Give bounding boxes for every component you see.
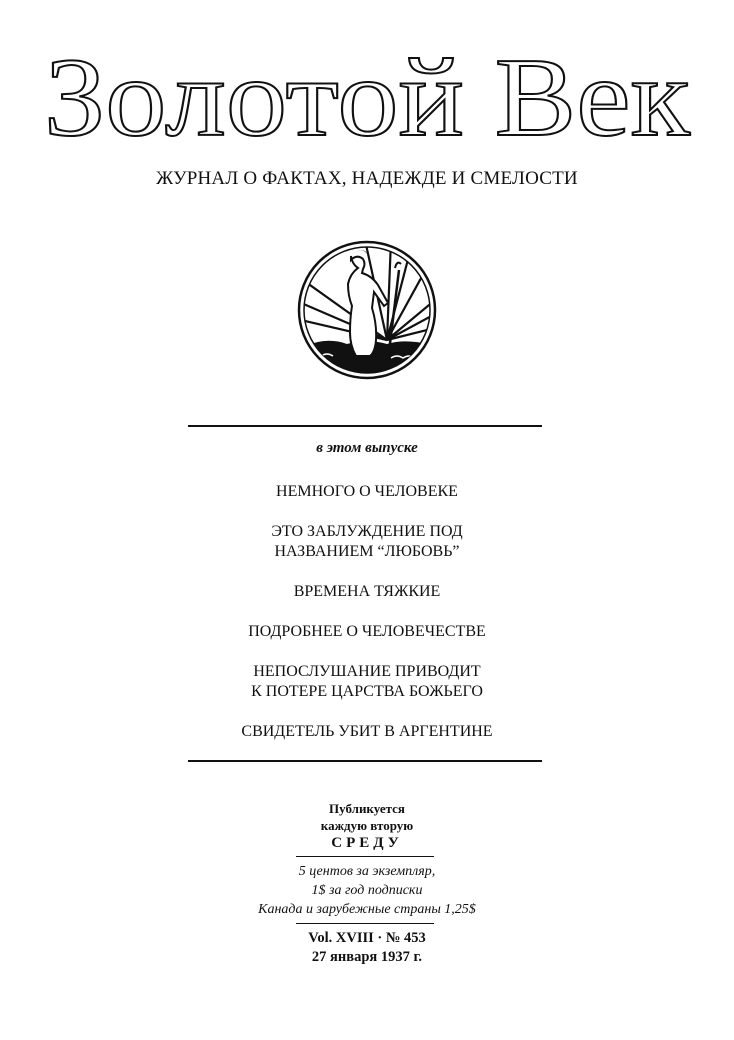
toc-item-line: К ПОТЕРЕ ЦАРСТВА БОЖЬЕГО [251,683,483,700]
toc-item [0,482,734,502]
issue-volume: Vol. XVIII · № 453 [308,930,426,946]
contents-top-rule [188,425,542,427]
toc-item-line: СВИДЕТЕЛЬ УБИТ В АРГЕНТИНЕ [241,723,493,740]
toc-item-line: ЭТО ЗАБЛУЖДЕНИЕ ПОД [271,523,463,540]
sower-emblem-icon [295,240,439,380]
price-line: 1$ за год подписки [311,883,423,898]
toc-item-line: НЕМНОГО О ЧЕЛОВЕКЕ [276,483,458,500]
toc-item [0,582,734,602]
issue-date: 27 января 1937 г. [311,949,423,965]
publication-line: каждую вторую [320,818,414,833]
masthead-subtitle: ЖУРНАЛ О ФАКТАХ, НАДЕЖДЕ И СМЕЛОСТИ [156,168,578,189]
masthead [0,40,734,150]
toc-item [0,662,734,702]
toc-item-line: ПОДРОБНЕЕ О ЧЕЛОВЕЧЕСТВЕ [248,623,486,640]
publication-rule [296,856,434,857]
toc-item-line: НАЗВАНИЕМ “ЛЮБОВЬ” [274,543,460,560]
masthead-title-art [0,40,734,150]
contents-heading: в этом выпуске [316,440,418,456]
publication-frequency [0,800,734,834]
toc-item [0,722,734,742]
masthead-title: Золотой Век [44,40,691,150]
publication-rule [296,923,434,924]
price-line: 5 центов за экземпляр, [298,864,436,879]
toc-item [0,622,734,642]
toc-item-line: НЕПОСЛУШАНИЕ ПРИВОДИТ [253,663,481,680]
contents-bottom-rule [188,760,542,762]
issue-info [0,929,734,967]
subscription-prices [0,862,734,919]
price-line: Канада и зарубежные страны 1,25$ [258,902,476,917]
toc-item [0,522,734,562]
toc-item-line: ВРЕМЕНА ТЯЖКИЕ [293,583,441,600]
publication-line: Публикуется [329,801,405,816]
publication-day: СРЕДУ [331,835,403,851]
